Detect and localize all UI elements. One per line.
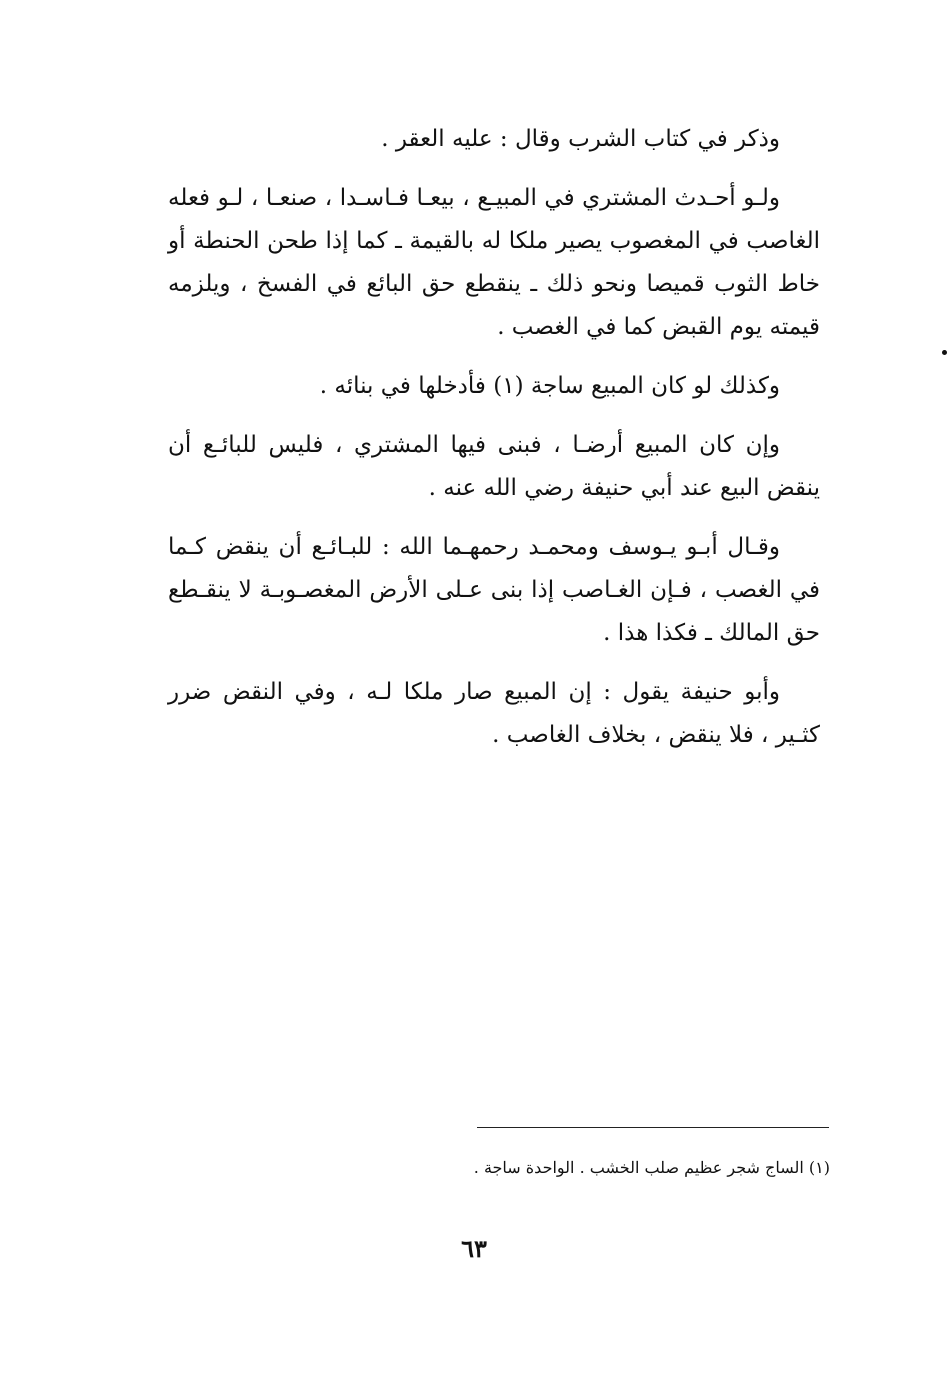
paragraph-1: وذكر في كتاب الشرب وقال : عليه العقر . <box>381 126 780 152</box>
paragraph-5: وقـال أبـو يـوسف ومحمـد رحمهـما الله : للبـائـع أن ينقض كـما في الغصب ، فـإن الغـاصب إذا بنى عـلى الأرض المغصـوبـة لا ينقـطع حق المالك ـ فكذا هذا . <box>168 534 820 646</box>
margin-dot <box>942 350 947 355</box>
paragraph-3: وكذلك لو كان المبيع ساجة (١) فأدخلها في بنائه . <box>319 373 780 399</box>
main-text <box>168 118 820 773</box>
paragraph-2: ولـو أحـدث المشتري في المبيـع ، بيعـا فـاسـدا ، صنعـا ، لـو فعله الغاصب في المغصوب يصير ملكا له بالقيمة ـ كما إذا طحن الحنطة أو خاط الثوب قميصا ونحو ذلك ـ ينقطع حق البائع في الفسخ ، ويلزمه قيمته يوم القبض كما في الغصب . <box>168 185 820 340</box>
paragraph-6: وأبو حنيفة يقول : إن المبيع صار ملكا لـه ، وفي النقض ضرر كثـير ، فلا ينقض ، بخلاف الغاصب . <box>168 679 820 748</box>
footnote-divider <box>477 1127 829 1128</box>
paragraph-4: وإن كان المبيع أرضـا ، فبنى فيها المشتري ، فليس للبائـع أن ينقض البيع عند أبي حنيفة رضي الله عنه . <box>168 432 820 501</box>
page-number: ٦٣ <box>461 1234 487 1263</box>
footnote: (١) الساج شجر عظيم صلب الخشب . الواحدة ساجة . <box>473 1158 830 1177</box>
